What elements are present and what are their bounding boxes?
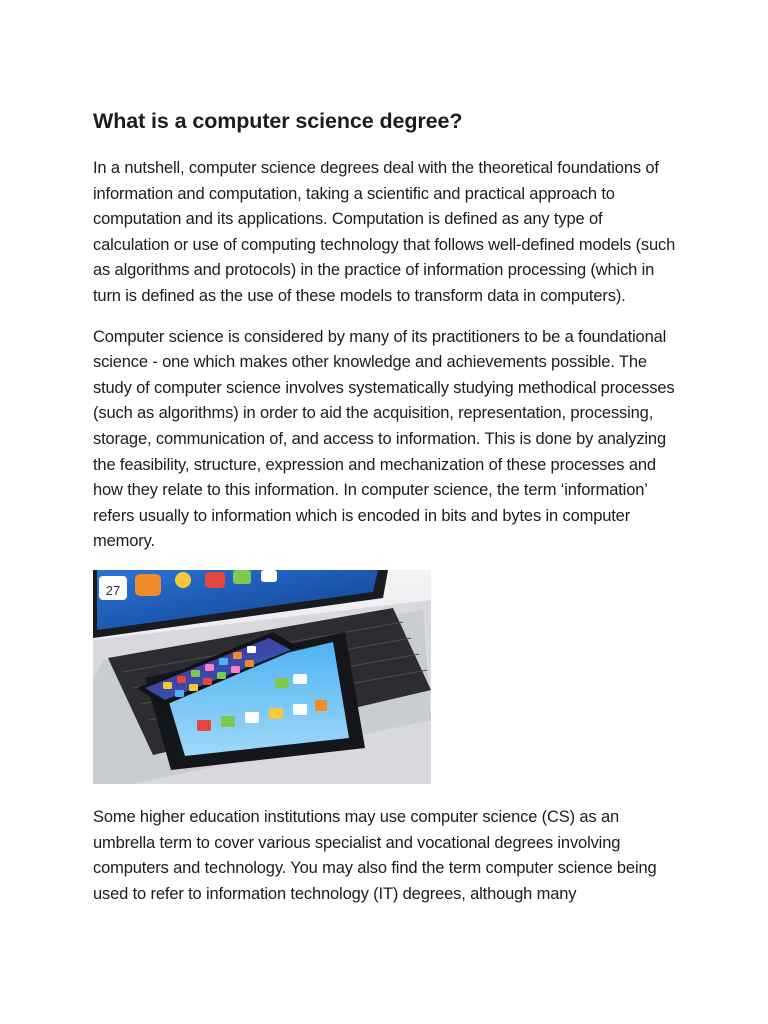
devices-photo <box>93 570 431 784</box>
paragraph-3: Some higher education institutions may use computer science (CS) as an umbrella term to cover various specialist and vocational degrees involving computers and technology. You may also find the term computer science being used to refer to information technology (IT) degrees, although many <box>93 807 657 903</box>
page-title: What is a computer science degree? <box>93 109 463 133</box>
paragraph-2: Computer science is considered by many of its practitioners to be a foundational science - one which makes other knowledge and achievements possible. The study of computer science involves systematically studying methodical processes (such as algorithms) in order to aid the acquisition, representation, processing, storage, communication of, and access to information. This is done by analyzing the feasibility, structure, expression and mechanization of these processes and how they relate to this information. In computer science, the term ‘information’ refers usually to information which is encoded in bits and bytes in computer memory. <box>93 327 675 551</box>
devices-illustration <box>93 570 431 784</box>
article <box>93 106 683 922</box>
calendar-number: 27 <box>105 582 121 598</box>
paragraph-1: In a nutshell, computer science degrees deal with the theoretical foundations of information and computation, taking a scientific and practical approach to computation and its applications. Computation is defined as any type of calculation or use of computing technology that follows well-defined models (such as algorithms and protocols) in the practice of information processing (which in turn is defined as the use of these models to transform data in computers). <box>93 159 676 305</box>
